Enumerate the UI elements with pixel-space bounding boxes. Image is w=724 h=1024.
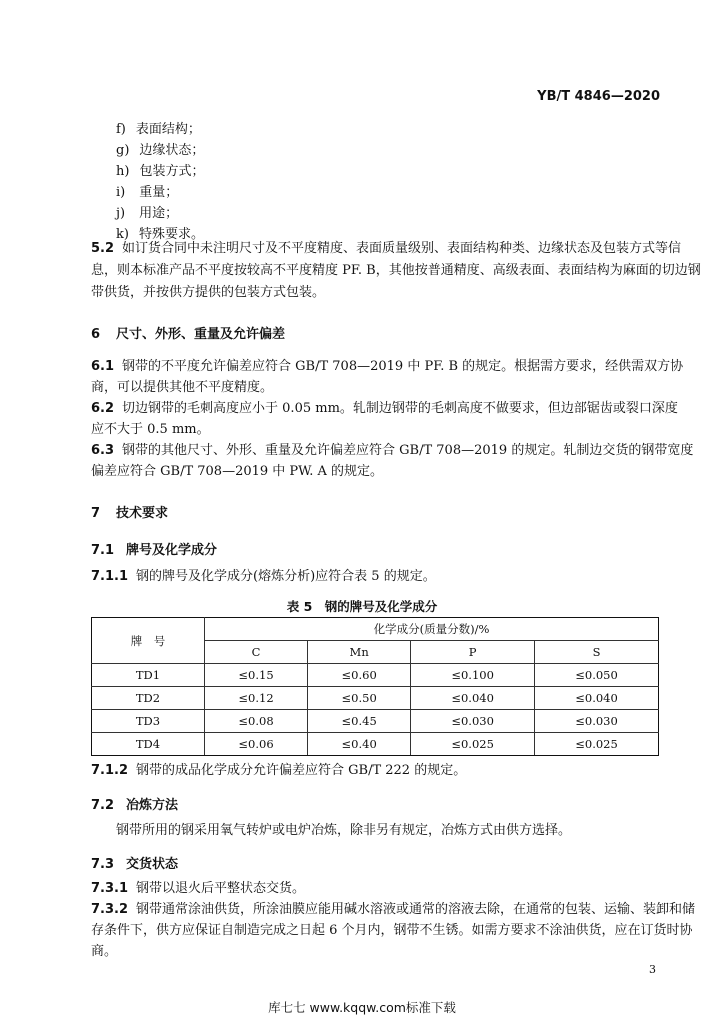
value-cell: ≤0.06	[205, 733, 308, 756]
table-5	[91, 617, 659, 756]
section-6-heading: 6 尺寸、外形、重量及允许偏差	[91, 327, 286, 342]
column-header-s: S	[535, 641, 659, 664]
list-item-f: f) 表面结构；	[116, 122, 201, 137]
section-7-heading: 7 技术要求	[91, 506, 169, 521]
value-cell: ≤0.50	[308, 687, 411, 710]
list-item-k: k) 特殊要求。	[116, 227, 204, 242]
value-cell: ≤0.040	[535, 687, 659, 710]
clause-7-2-heading: 7.2 冶炼方法	[91, 798, 179, 813]
grade-cell: TD3	[92, 710, 205, 733]
watermark-footer: 库七七 www.kqqw.com标准下载	[268, 1000, 456, 1015]
clause-6-1-line-1: 6.1 钢带的不平度允许偏差应符合 GB/T 708—2019 中 PF. B 的规定。根据需方要求，经供需双方协	[91, 359, 684, 374]
value-cell: ≤0.45	[308, 710, 411, 733]
value-cell: ≤0.050	[535, 664, 659, 687]
clause-7-3-2-line-2: 存条件下，供方应保证自制造完成之日起 6 个月内，钢带不生锈。如需方要求不涂油供货，应在订货时协	[91, 923, 693, 938]
column-header-c: C	[205, 641, 308, 664]
value-cell: ≤0.15	[205, 664, 308, 687]
table-row	[92, 664, 659, 687]
table-row	[92, 687, 659, 710]
grade-cell: TD4	[92, 733, 205, 756]
value-cell: ≤0.60	[308, 664, 411, 687]
clause-7-3-heading: 7.3 交货状态	[91, 857, 179, 872]
value-cell: ≤0.030	[411, 710, 535, 733]
clause-6-2-line-1: 6.2 切边钢带的毛刺高度应小于 0.05 mm。轧制边钢带的毛刺高度不做要求，但边部锯齿或裂口深度	[91, 401, 678, 416]
table-5-caption: 表 5 钢的牌号及化学成分	[286, 599, 438, 614]
list-item-j: j) 用途；	[116, 206, 179, 221]
standard-code: YB/T 4846—2020	[537, 89, 660, 104]
clause-6-3-line-2: 偏差应符合 GB/T 708—2019 中 PW. A 的规定。	[91, 464, 384, 479]
value-cell: ≤0.025	[411, 733, 535, 756]
clause-6-1-line-2: 商，可以提供其他不平度精度。	[91, 380, 274, 395]
column-header-p: P	[411, 641, 535, 664]
value-cell: ≤0.12	[205, 687, 308, 710]
page-number: 3	[649, 963, 656, 976]
grade-header: 牌 号	[92, 618, 205, 664]
value-cell: ≤0.40	[308, 733, 411, 756]
composition-group-header: 化学成分(质量分数)/%	[205, 618, 659, 641]
table-row	[92, 710, 659, 733]
list-item-i: i) 重量；	[116, 185, 179, 200]
value-cell: ≤0.030	[535, 710, 659, 733]
list-item-g: g) 边缘状态；	[116, 143, 205, 158]
clause-5-2-line-3: 带供货，并按供方提供的包装方式包装。	[91, 285, 326, 300]
clause-7-3-1: 7.3.1 钢带以退火后平整状态交货。	[91, 881, 306, 896]
grade-cell: TD1	[92, 664, 205, 687]
clause-7-1-2: 7.1.2 钢带的成品化学成分允许偏差应符合 GB/T 222 的规定。	[91, 763, 467, 778]
column-header-mn: Mn	[308, 641, 411, 664]
clause-5-2-line-1: 5.2 如订货合同中未注明尺寸及不平度精度、表面质量级别、表面结构种类、边缘状态及包装方式等信	[91, 241, 682, 256]
grade-cell: TD2	[92, 687, 205, 710]
value-cell: ≤0.040	[411, 687, 535, 710]
clause-5-2-line-2: 息，则本标准产品不平度按较高不平度精度 PF. B，其他按普通精度、高级表面、表面结构为麻面的切边钢	[91, 263, 701, 278]
clause-6-2-line-2: 应不大于 0.5 mm。	[91, 422, 210, 437]
clause-7-1-heading: 7.1 牌号及化学成分	[91, 543, 218, 558]
value-cell: ≤0.025	[535, 733, 659, 756]
clause-7-3-2-line-1: 7.3.2 钢带通常涂油供货，所涂油膜应能用碱水溶液或通常的溶液去除，在通常的包装、运输、装卸和储	[91, 902, 696, 917]
clause-6-3-line-1: 6.3 钢带的其他尺寸、外形、重量及允许偏差应符合 GB/T 708—2019 的规定。轧制边交货的钢带宽度	[91, 443, 694, 458]
table-header-row	[92, 618, 659, 641]
value-cell: ≤0.08	[205, 710, 308, 733]
clause-7-2-text: 钢带所用的钢采用氧气转炉或电炉冶炼，除非另有规定，冶炼方式由供方选择。	[116, 823, 572, 838]
list-item-h: h) 包装方式；	[116, 164, 205, 179]
table-row	[92, 733, 659, 756]
value-cell: ≤0.100	[411, 664, 535, 687]
clause-7-1-1: 7.1.1 钢的牌号及化学成分(熔炼分析)应符合表 5 的规定。	[91, 569, 436, 584]
clause-7-3-2-line-3: 商。	[91, 944, 118, 959]
